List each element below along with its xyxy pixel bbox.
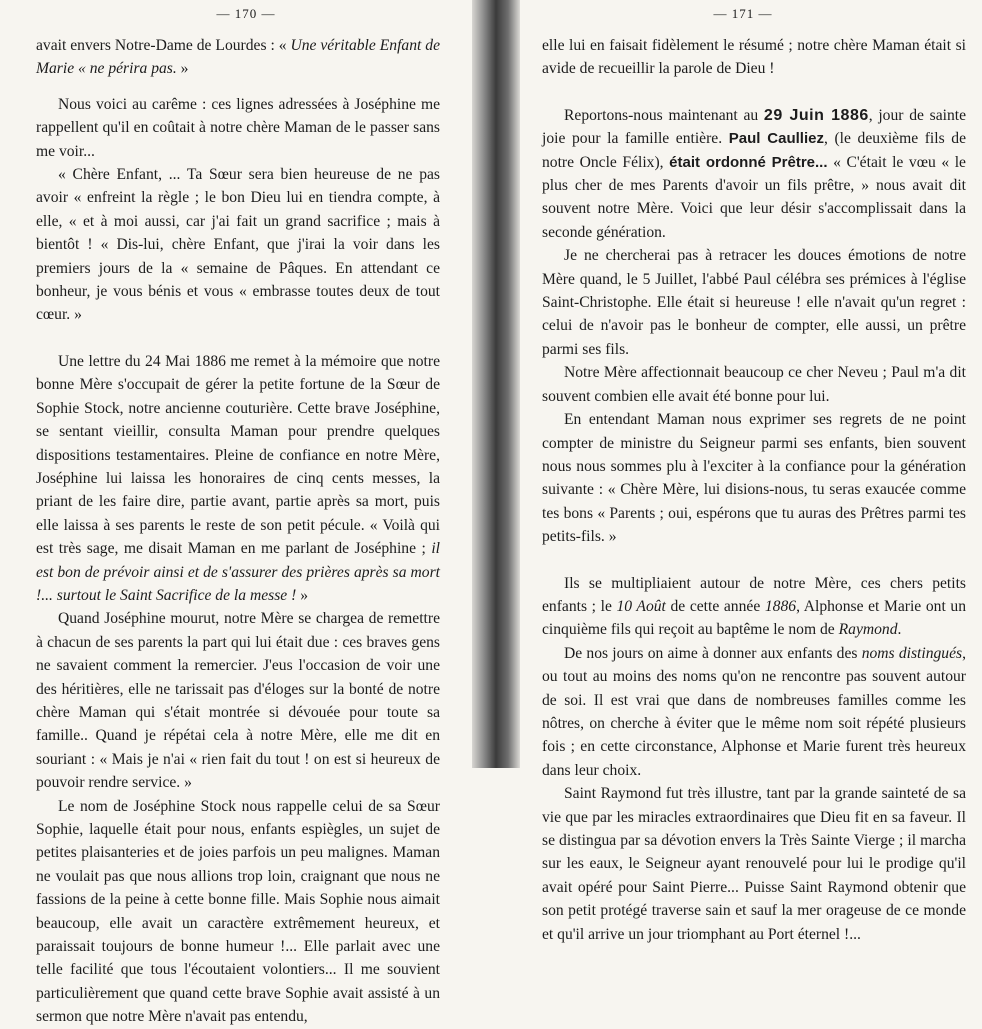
italic-run: Raymond (838, 621, 898, 639)
paragraph: Je ne chercherai pas à retracer les douces émotions de notre Mère quand, le 5 Juillet, l'abbé Paul célébra ses prémices à l'église Saint-Christophe. Elle était si heureuse ! elle n'avait qu'un regret : celui de n'avoir pas le bonheur de compter, elle aussi, un prêtre parmi ses fils. (542, 247, 966, 358)
paragraph: Saint Raymond fut très illustre, tant par la grande sainteté de sa vie que par les miracles extraordinaires que Dieu fit en sa faveur. Il se distingua par sa dévotion envers la Très Sainte Vierge ; il marcha sur les eaux, le Seigneur ayant renouvelé pour lui le prodige qu'il avait opéré pour Saint Pierre... Puisse Saint Raymond obtenir que son petit protégé traverse sain et sauf la mer orageuse de ce monde et qu'il arrive un jour triomphant au Port éternel !... (542, 785, 966, 943)
paragraph (36, 350, 440, 607)
text-run: . (897, 621, 902, 639)
italic-run: il est bon de prévoir ainsi et de s'assurer des prières après sa mort !... surtout le Saint Sacrifice de la messe ! (36, 540, 440, 604)
page-number: — 170 — (216, 6, 276, 21)
page-number: — 171 — (713, 6, 773, 21)
text-run: avait envers Notre-Dame de Lourdes : « (36, 37, 291, 54)
paragraph: Le nom de Joséphine Stock nous rappelle celui de sa Sœur Sophie, laquelle était pour nous, enfants espiègles, un sujet de petites plaisanteries et de joies parfois un peu malignes. Maman ne voulait pas que nous allions trop loin, craignant que nous ne fassions de la peine à cette bonne fille. Mais Sophie nous aimait beaucoup, elle avait un caractère extrêmement heureux, et paraissait toujours de bonne humeur !... Elle parlait avec une telle facilité que tous l'écoutaient volontiers... Il me souvient particulièrement que quand cette brave Sophie avait assisté à un sermon que notre Mère n'avait pas entendu, (36, 797, 440, 1026)
italic-run: 1886 (764, 597, 797, 615)
text-run: , (le deuxième fils de notre Oncle Félix), (542, 130, 966, 171)
italic-run: 10 Août (616, 597, 666, 615)
text-run: « C'était le vœu « le plus cher de mes Parents d'avoir un fils prêtre, » nous avait dit souvent notre Mère. Voici que leur désir s'accomplissait dans la seconde génération. (542, 153, 966, 241)
text-run: Reportons-nous maintenant au (564, 106, 764, 124)
text-run: , Alphonse et Marie ont un cinquième fils qui reçoit au baptême le nom de (542, 597, 966, 639)
name-highlight: Paul Caulliez (728, 130, 824, 148)
paragraph: elle lui en faisait fidèlement le résumé ; notre chère Maman était si avide de recueillir la parole de Dieu ! (542, 37, 966, 78)
text-run: De nos jours on aime à donner aux enfants des (564, 644, 862, 662)
italic-run: noms distingués (861, 644, 963, 662)
text-run: de cette année (665, 597, 765, 615)
book-gutter (472, 0, 520, 768)
right-page (520, 0, 982, 943)
paragraph (542, 572, 966, 642)
text-run: Ils se multipliaient autour de notre Mère, ces chers petits enfants ; le (542, 574, 966, 615)
paragraph: Nous voici au carême : ces lignes adressées à Joséphine me rappellent qu'il en coûtait à notre chère Maman de le passer sans me voir... (36, 95, 440, 160)
text-run: Une lettre du 24 Mai 1886 me remet à la mémoire que notre bonne Mère s'occupait de gérer la petite fortune de la Sœur de Sophie Stock, notre ancienne couturière. Cette brave Joséphine, se sentant vieillir, consulta Maman pour prendre quelques dispositions testamentaires. Pleine de confiance en notre Mère, Joséphine lui laissa les honoraires de cinq cents messes, la priant de les faire dire, partie avant, partie après sa mort, puis elle laissa à ses parents le reste de son petit pécule. « Voilà qui est très sage, me disait Maman en me parlant de Joséphine ; (36, 352, 440, 558)
left-page (0, 0, 472, 1026)
paragraph: Notre Mère affectionnait beaucoup ce cher Neveu ; Paul m'a dit souvent combien elle avait été bonne pour lui. (542, 364, 966, 405)
paragraph: Quand Joséphine mourut, notre Mère se chargea de remettre à chacun de ses parents la part qui lui était due : ces braves gens ne savaient comment la remercier. J'eus l'occasion de voir une des héritières, elle ne tarissait pas d'éloges sur la bonté de notre chère Maman qui s'était montrée si dévouée pour toute sa famille.. Quand je répétai cela à notre Mère, elle me dit en souriant : « Mais je n'ai « rien fait du tout ! on est si heureux de pouvoir rendre service. » (36, 610, 440, 792)
right-page-text (542, 34, 966, 946)
paragraph: En entendant Maman nous exprimer ses regrets de ne point compter de ministre du Seigneur parmi ses enfants, bien souvent nous nous sommes plu à l'exciter à la confiance pour la génération suivante : « Chère Mère, lui disions-nous, tu seras exaucée comme tes bons « Parents ; oui, espérons que tu auras des Prêtres parmi tes petits-fils. » (542, 411, 966, 546)
paragraph (542, 642, 966, 782)
text-run: , ou tout au moins des noms qu'on ne rencontre pas souvent autour de soi. Il est vrai que dans de nombreuses familles comme les nôtres, on cherche à éviter que le même nom soit répété plusieurs fois ; en cette circonstance, Alphonse et Marie furent très heureux dans leur choix. (542, 644, 966, 779)
paragraph (36, 34, 440, 81)
paragraph (542, 104, 966, 244)
italic-run: Une véritable Enfant de Marie « ne périra pas. (36, 37, 440, 78)
left-page-text (36, 34, 440, 1029)
text-run: » (296, 586, 308, 604)
text-run: » (176, 60, 189, 78)
date-highlight: 29 Juin 1886 (763, 106, 869, 124)
quote-paragraph: « Chère Enfant, ... Ta Sœur sera bien heureuse de ne pas avoir « enfreint la règle ; le bon Dieu lui en tiendra compte, à elle, « et à moi aussi, car j'ai fait un grand sacrifice ; mais à bientôt ! « Dis-lui, chère Enfant, que j'irai la voir dans les premiers jours de la « semaine de Pâques. En attendant ce bonheur, je vous bénis et vous « embrasse toutes deux de tout cœur. » (36, 166, 440, 324)
text-run: , jour de sainte joie pour la famille entière. (542, 106, 966, 148)
bold-run: était ordonné Prêtre... (669, 153, 828, 171)
